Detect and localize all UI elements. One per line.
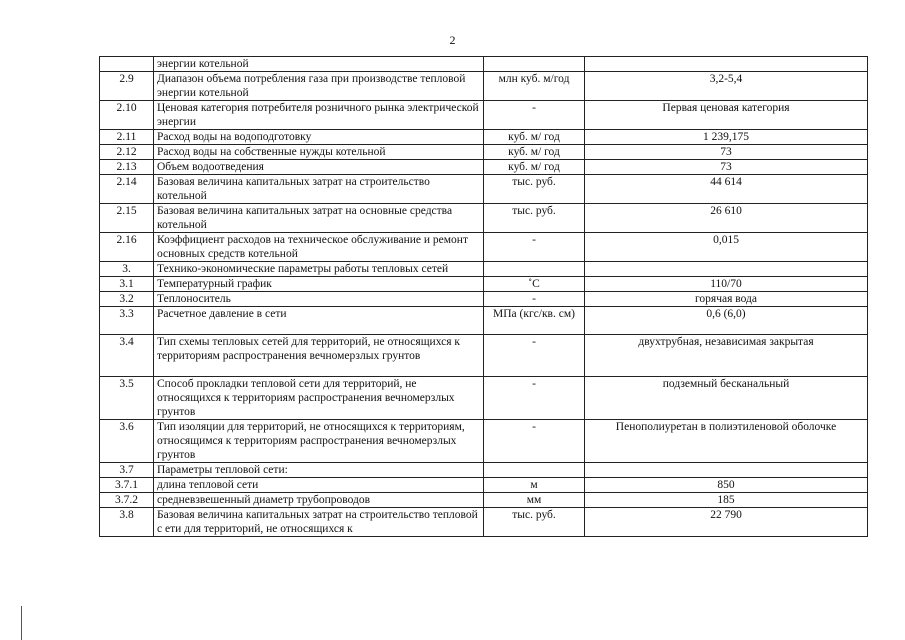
table-row xyxy=(100,493,868,508)
row-parameter: Технико-экономические параметры работы тепловых сетей xyxy=(154,262,484,277)
row-number: 3.5 xyxy=(100,377,154,420)
row-parameter: средневзвешенный диаметр трубопроводов xyxy=(154,493,484,508)
row-value xyxy=(585,463,868,478)
row-parameter: Тип изоляции для территорий, не относящихся к территориям, относящимся к территориям распространения вечномерзлых грунтов xyxy=(154,420,484,463)
row-number: 2.15 xyxy=(100,204,154,233)
row-number: 2.10 xyxy=(100,101,154,130)
row-value: 850 xyxy=(585,478,868,493)
row-number: 3.7 xyxy=(100,463,154,478)
row-unit: - xyxy=(484,233,585,262)
row-number: 3.6 xyxy=(100,420,154,463)
row-parameter: Температурный график xyxy=(154,277,484,292)
row-parameter: Ценовая категория потребителя розничного рынка электрической энергии xyxy=(154,101,484,130)
row-parameter: длина тепловой сети xyxy=(154,478,484,493)
row-value xyxy=(585,57,868,72)
row-unit xyxy=(484,262,585,277)
row-number: 2.9 xyxy=(100,72,154,101)
table-row xyxy=(100,508,868,537)
row-number: 3.3 xyxy=(100,307,154,335)
row-value: 0,015 xyxy=(585,233,868,262)
row-number: 2.12 xyxy=(100,145,154,160)
row-value: 26 610 xyxy=(585,204,868,233)
row-unit: куб. м/ год xyxy=(484,145,585,160)
page-number: 2 xyxy=(449,33,456,47)
row-parameter: Диапазон объема потребления газа при производстве тепловой энергии котельной xyxy=(154,72,484,101)
row-parameter: Базовая величина капитальных затрат на строительство котельной xyxy=(154,175,484,204)
table-row xyxy=(100,307,868,335)
row-value: 185 xyxy=(585,493,868,508)
table-row xyxy=(100,335,868,377)
parameters-table xyxy=(99,56,868,537)
row-parameter: Коэффициент расходов на техническое обслуживание и ремонт основных средств котельной xyxy=(154,233,484,262)
row-value: 1 239,175 xyxy=(585,130,868,145)
row-value xyxy=(585,262,868,277)
row-number: 3.4 xyxy=(100,335,154,377)
row-unit: ˚С xyxy=(484,277,585,292)
row-value: 44 614 xyxy=(585,175,868,204)
row-unit: мм xyxy=(484,493,585,508)
row-value: двухтрубная, независимая закрытая xyxy=(585,335,868,377)
table-row xyxy=(100,204,868,233)
row-number: 2.13 xyxy=(100,160,154,175)
row-parameter: энергии котельной xyxy=(154,57,484,72)
row-value: 73 xyxy=(585,145,868,160)
row-unit: м xyxy=(484,478,585,493)
table-row xyxy=(100,262,868,277)
row-unit: тыс. руб. xyxy=(484,508,585,537)
table-row xyxy=(100,420,868,463)
row-unit: тыс. руб. xyxy=(484,175,585,204)
table-row xyxy=(100,101,868,130)
row-unit: млн куб. м/год xyxy=(484,72,585,101)
row-number: 2.14 xyxy=(100,175,154,204)
row-parameter: Расход воды на водоподготовку xyxy=(154,130,484,145)
row-parameter: Объем водоотведения xyxy=(154,160,484,175)
row-parameter: Параметры тепловой сети: xyxy=(154,463,484,478)
row-parameter: Тип схемы тепловых сетей для территорий, не относящихся к территориям распространения вечномерзлых грунтов xyxy=(154,335,484,377)
table-row xyxy=(100,145,868,160)
row-number: 3. xyxy=(100,262,154,277)
margin-line xyxy=(21,606,22,640)
row-value: 73 xyxy=(585,160,868,175)
row-number: 2.16 xyxy=(100,233,154,262)
row-number: 2.11 xyxy=(100,130,154,145)
row-value: 3,2-5,4 xyxy=(585,72,868,101)
row-unit: - xyxy=(484,377,585,420)
table-row xyxy=(100,175,868,204)
row-unit: - xyxy=(484,420,585,463)
row-number xyxy=(100,57,154,72)
table-row xyxy=(100,130,868,145)
table-row xyxy=(100,160,868,175)
row-number: 3.2 xyxy=(100,292,154,307)
table-row xyxy=(100,377,868,420)
row-parameter: Расчетное давление в сети xyxy=(154,307,484,335)
table-row xyxy=(100,292,868,307)
row-value: 110/70 xyxy=(585,277,868,292)
table-row xyxy=(100,57,868,72)
row-unit: куб. м/ год xyxy=(484,130,585,145)
row-value: Первая ценовая категория xyxy=(585,101,868,130)
row-number: 3.7.2 xyxy=(100,493,154,508)
row-unit: куб. м/ год xyxy=(484,160,585,175)
row-unit: МПа (кгс/кв. см) xyxy=(484,307,585,335)
table-row xyxy=(100,478,868,493)
row-unit: - xyxy=(484,335,585,377)
row-parameter: Расход воды на собственные нужды котельной xyxy=(154,145,484,160)
row-unit: - xyxy=(484,292,585,307)
row-value: подземный бесканальный xyxy=(585,377,868,420)
row-unit xyxy=(484,463,585,478)
row-value: 0,6 (6,0) xyxy=(585,307,868,335)
table-row xyxy=(100,463,868,478)
table-row xyxy=(100,277,868,292)
row-number: 3.7.1 xyxy=(100,478,154,493)
row-parameter: Теплоноситель xyxy=(154,292,484,307)
row-unit: тыс. руб. xyxy=(484,204,585,233)
row-number: 3.1 xyxy=(100,277,154,292)
row-parameter: Базовая величина капитальных затрат на строительство тепловой с ети для территорий, не относящихся к xyxy=(154,508,484,537)
row-value: горячая вода xyxy=(585,292,868,307)
row-value: 22 790 xyxy=(585,508,868,537)
row-number: 3.8 xyxy=(100,508,154,537)
row-value: Пенополиуретан в полиэтиленовой оболочке xyxy=(585,420,868,463)
row-unit: - xyxy=(484,101,585,130)
row-unit xyxy=(484,57,585,72)
table-row xyxy=(100,72,868,101)
row-parameter: Способ прокладки тепловой сети для территорий, не относящихся к территориям распространения вечномерзлых грунтов xyxy=(154,377,484,420)
table-row xyxy=(100,233,868,262)
row-parameter: Базовая величина капитальных затрат на основные средства котельной xyxy=(154,204,484,233)
